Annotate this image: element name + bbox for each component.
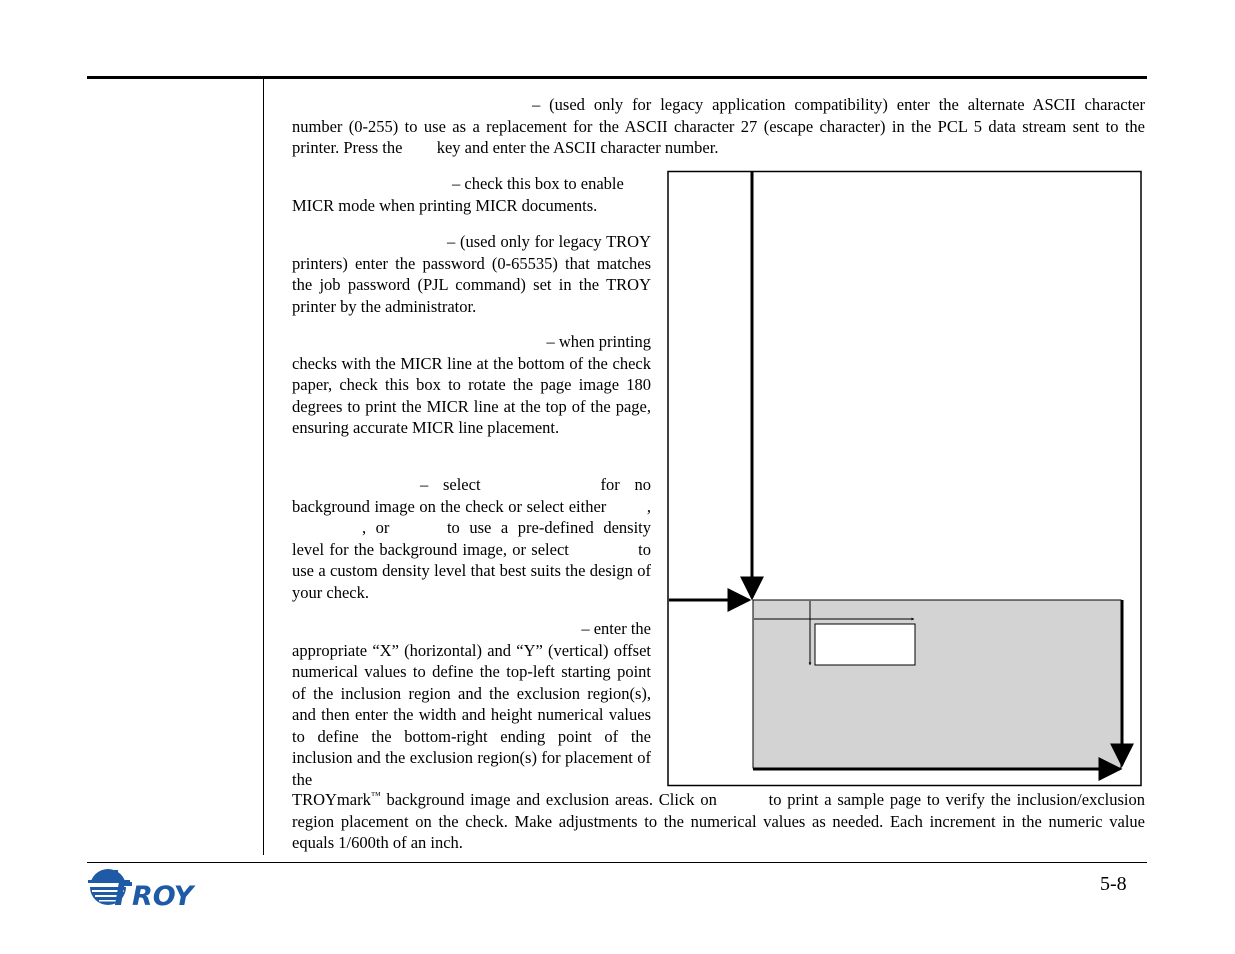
troy-logo (88, 865, 220, 909)
page-number: 5-8 (1100, 873, 1127, 895)
escape-char-paragraph: – (used only for legacy application compatibility) enter the alternate ASCII character number (0-255) to use as a replacement for the ASCII character 27 (escape character) in the PCL 5 data stream sent to the printer. Press the key and enter the ASCII character number. (292, 95, 1145, 157)
density-paragraph: – select for no background image on the check or select either ,, or to use a pre-defined density level for the background image, or select to use a custom density level that best suits the design of your check. (292, 475, 652, 602)
micr-mode-paragraph: – check this box to enable MICR mode when printing MICR documents. (292, 174, 624, 215)
closing-paragraph: TROYmark™ background image and exclusion areas. Click on to print a sample page to verify the inclusion/exclusion region placement on the check. Make adjustments to the numerical values as needed. Each increment in the numeric value equals 1/600th of an inch. (292, 790, 1146, 852)
inclusion-region (753, 600, 1121, 768)
rotate-paragraph: – when printing checks with the MICR line at the bottom of the check paper, check this box to rotate the page image 180 degrees to print the MICR line at the top of the page, ensuring accurate MICR line placement. (292, 332, 651, 437)
job-password-paragraph: – (used only for legacy TROY printers) enter the password (0-65535) that matches the job password (PJL command) set in the TROY printer by the administrator. (292, 232, 651, 316)
region-diagram (667, 170, 1143, 787)
header-rule (87, 76, 1147, 79)
regions-paragraph: – enter the appropriate “X” (horizontal) and “Y” (vertical) offset numerical values to define the top-left starting point of the inclusion region and the exclusion region(s), and then enter the width and height numerical values to define the bottom-right ending point of the inclusion and the exclusion region(s) for placement of the (292, 619, 651, 789)
footer-rule (87, 862, 1147, 863)
troy-wordmark: ROY (132, 881, 194, 909)
sidebar-rule (263, 79, 264, 855)
exclusion-region (815, 624, 915, 665)
